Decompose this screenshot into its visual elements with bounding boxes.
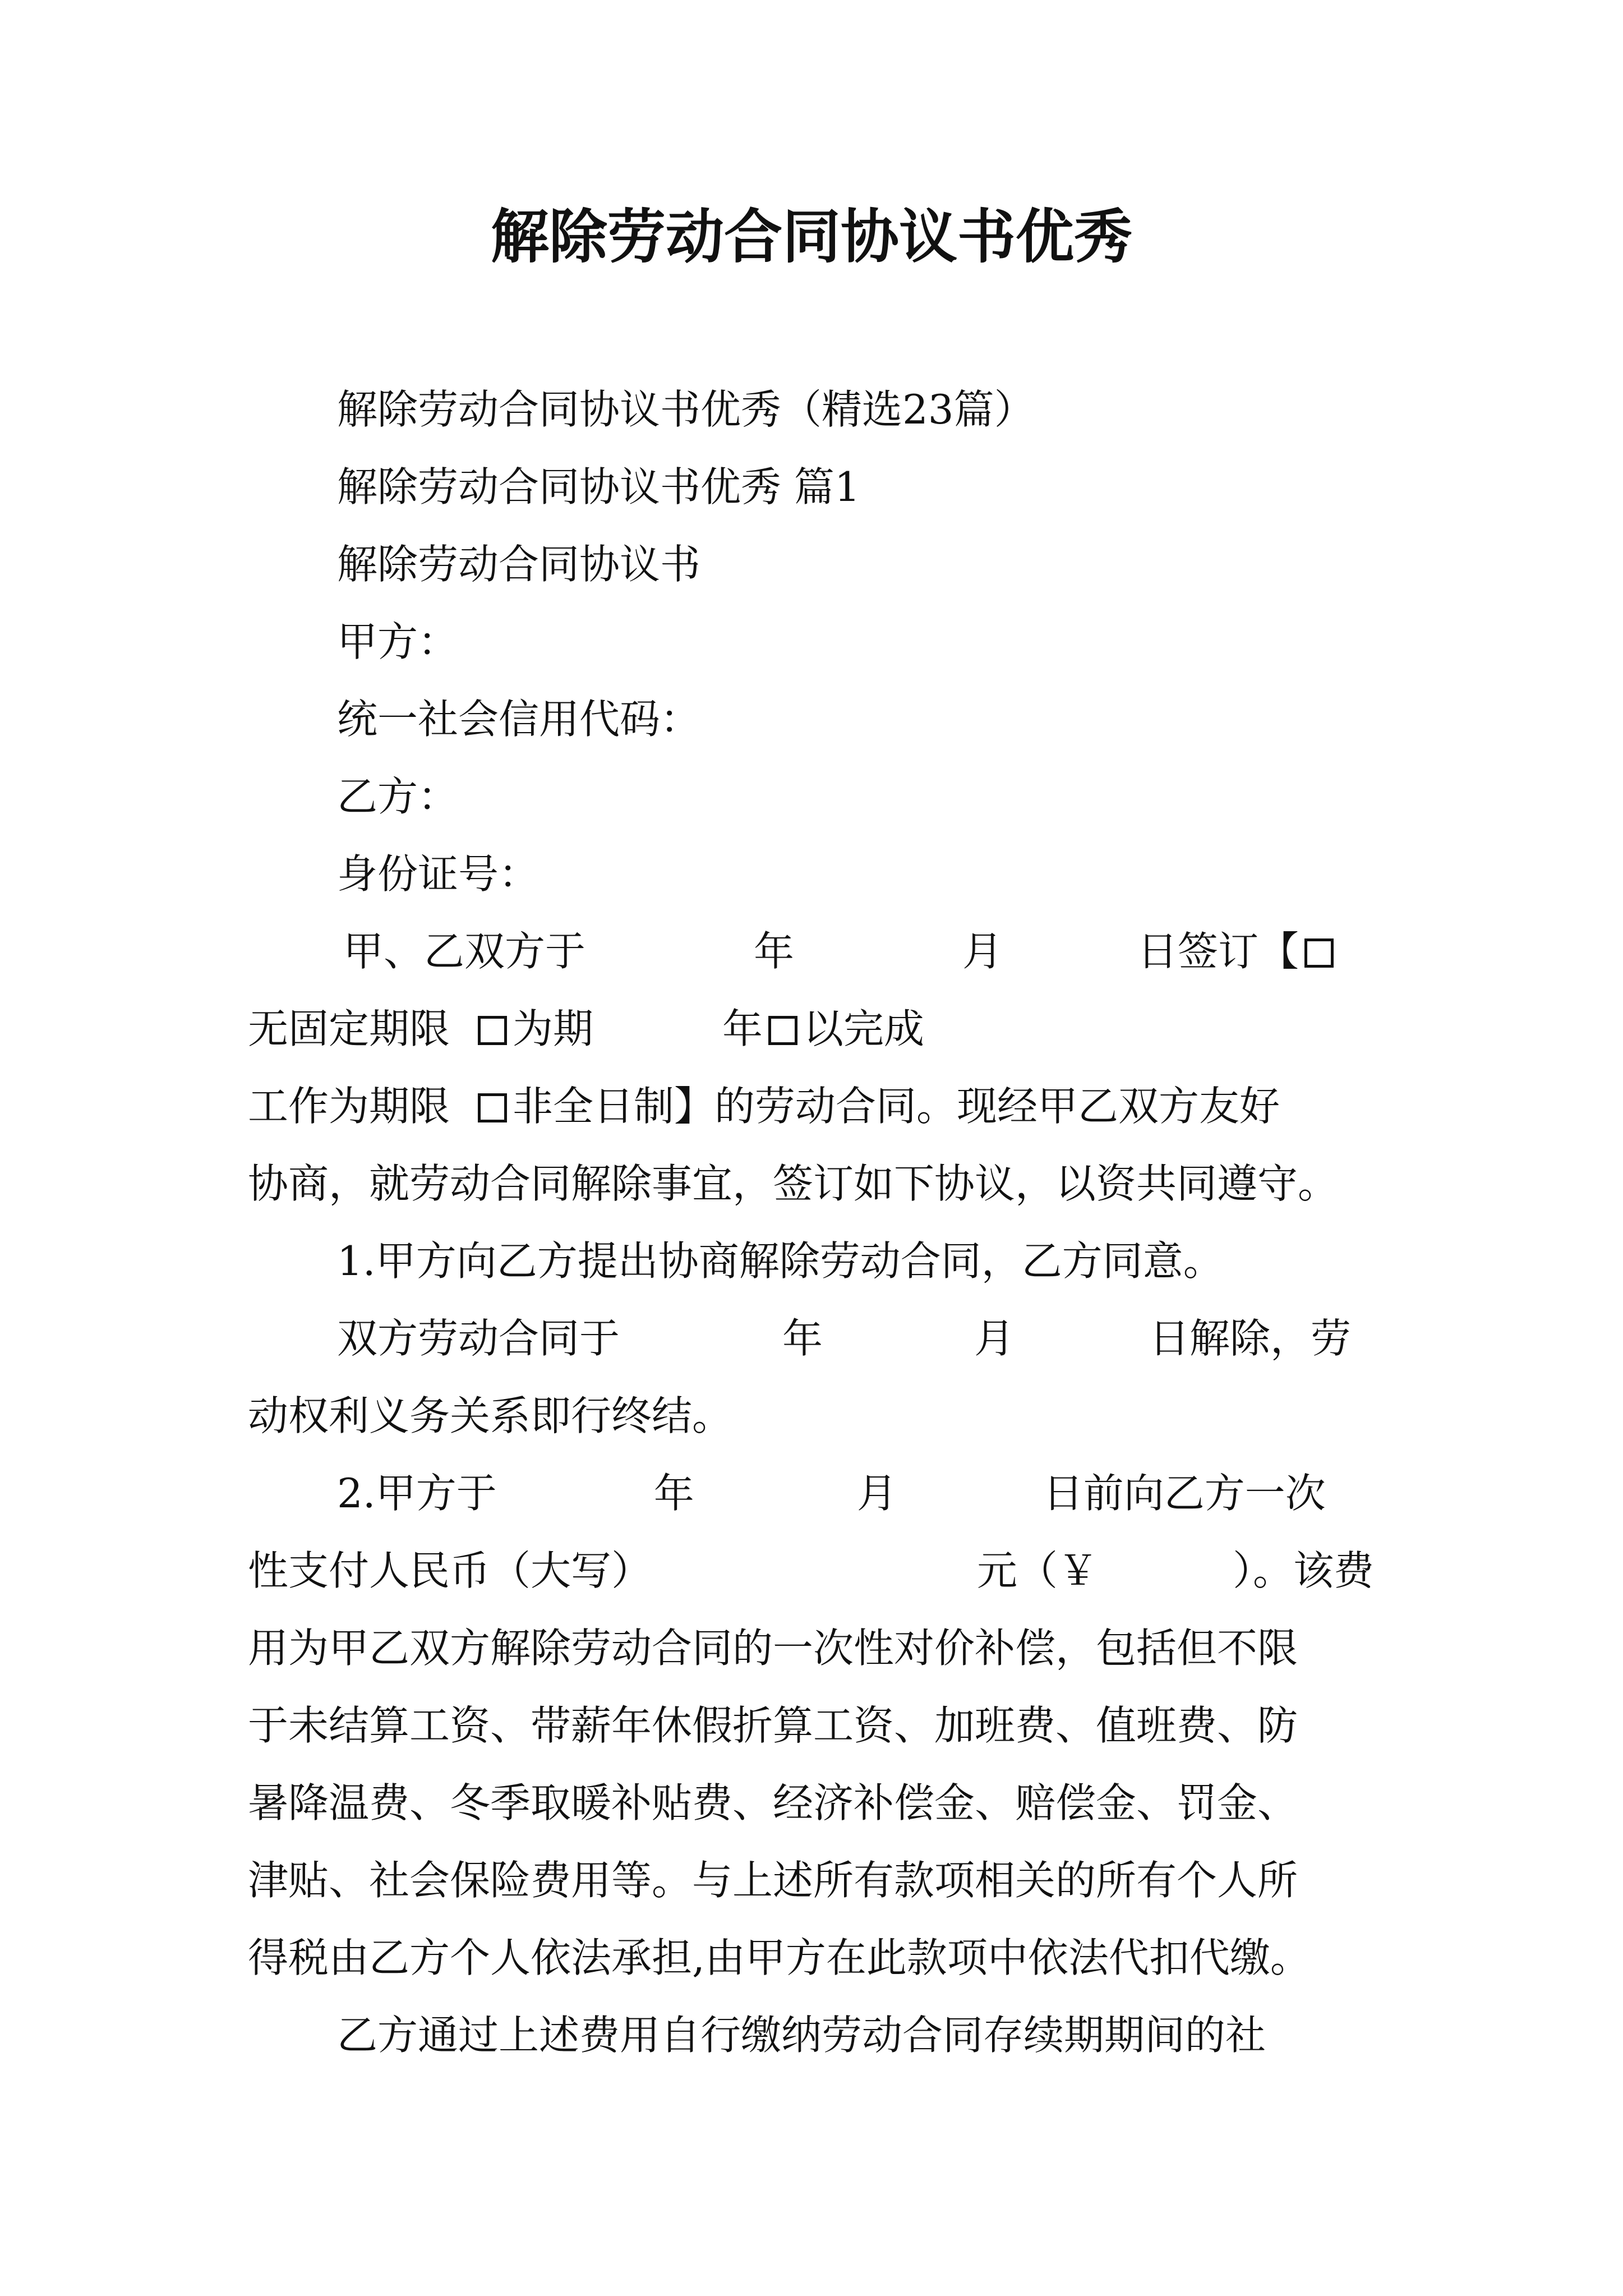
clause-2-line-1 — [337, 1465, 1326, 1521]
fixed-term-label: 为期 — [513, 1005, 594, 1052]
clause-2-line-2 — [248, 1543, 1374, 1599]
no-fixed-term-label: 无固定期限 — [248, 1005, 450, 1052]
clause-2-prefix: 2.甲方于 — [337, 1470, 497, 1517]
negotiation-line: 协商，就劳动合同解除事宜，签订如下协议，以资共同遵守。 — [248, 1160, 1339, 1207]
clause-1-line-3: 动权利义务关系即行终结。 — [248, 1392, 733, 1439]
document-title: 解除劳动合同协议书优秀 — [490, 203, 1132, 271]
part-time-label: 非全日制】的劳动合同。现经甲乙双方友好 — [513, 1083, 1280, 1130]
section-heading: 解除劳动合同协议书优秀 篇1 — [337, 463, 860, 510]
clause-2-day: 日前向乙方一次 — [1043, 1470, 1326, 1517]
clause-2-line-4: 于未结算工资、带薪年休假折算工资、加班费、值班费、防 — [248, 1702, 1298, 1749]
checkbox-no-fixed-term[interactable] — [1304, 938, 1334, 968]
signing-prefix: 甲、乙双方于 — [343, 928, 586, 975]
task-term-label: 工作为期限 — [248, 1083, 450, 1130]
completion-label: 以完成 — [803, 1005, 925, 1052]
clause-1-text: 1.甲方向乙方提出协商解除劳动合同，乙方同意。 — [337, 1237, 1224, 1285]
checkbox-fixed-term[interactable] — [478, 1016, 507, 1045]
checkbox-task-term[interactable] — [768, 1016, 797, 1045]
signing-line-2 — [248, 1001, 924, 1057]
credit-code-label: 统一社会信用代码： — [337, 696, 701, 743]
signing-line-1 — [343, 923, 1339, 979]
id-number-label: 身份证号： — [337, 850, 540, 898]
clause-1-year: 年 — [782, 1315, 823, 1362]
clause-2-year: 年 — [653, 1470, 694, 1517]
subtitle: 解除劳动合同协议书优秀（精选23篇） — [337, 386, 1035, 433]
signing-month: 月 — [962, 928, 1003, 975]
clause-1-prefix: 双方劳动合同于 — [337, 1315, 620, 1362]
clause-2-line-3: 用为甲乙双方解除劳动合同的一次性对价补偿，包括但不限 — [248, 1625, 1298, 1672]
fixed-term-year: 年 — [722, 1005, 763, 1052]
clause-2-month: 月 — [856, 1470, 897, 1517]
clause-1-month: 月 — [974, 1315, 1015, 1362]
clause-2-line-6: 津贴、社会保险费用等。与上述所有款项相关的所有个人所 — [248, 1857, 1298, 1904]
party-b-label: 乙方： — [337, 773, 459, 820]
clause-2-line-7: 得税由乙方个人依法承担,由甲方在此款项中依法代扣代缴。 — [248, 1934, 1311, 1981]
signing-day: 日签订【 — [1137, 928, 1299, 975]
clause-2-pay-suffix: ）。该费 — [1233, 1547, 1375, 1594]
clause-2-yuan: 元（￥ — [977, 1547, 1099, 1594]
clause-2-line-5: 暑降温费、冬季取暖补贴费、经济补偿金、赔偿金、罚金、 — [248, 1779, 1298, 1826]
clause-2-line-8: 乙方通过上述费用自行缴纳劳动合同存续期期间的社 — [337, 2012, 1266, 2059]
checkbox-part-time[interactable] — [478, 1093, 507, 1122]
contract-title: 解除劳动合同协议书 — [337, 541, 701, 588]
signing-year: 年 — [754, 928, 795, 975]
signing-line-3 — [248, 1078, 1280, 1134]
clause-2-pay-prefix: 性支付人民币（大写） — [248, 1547, 652, 1594]
party-a-label: 甲方： — [337, 618, 459, 665]
clause-1-line-2 — [337, 1310, 1351, 1366]
clause-1-day: 日解除，劳 — [1149, 1315, 1352, 1362]
